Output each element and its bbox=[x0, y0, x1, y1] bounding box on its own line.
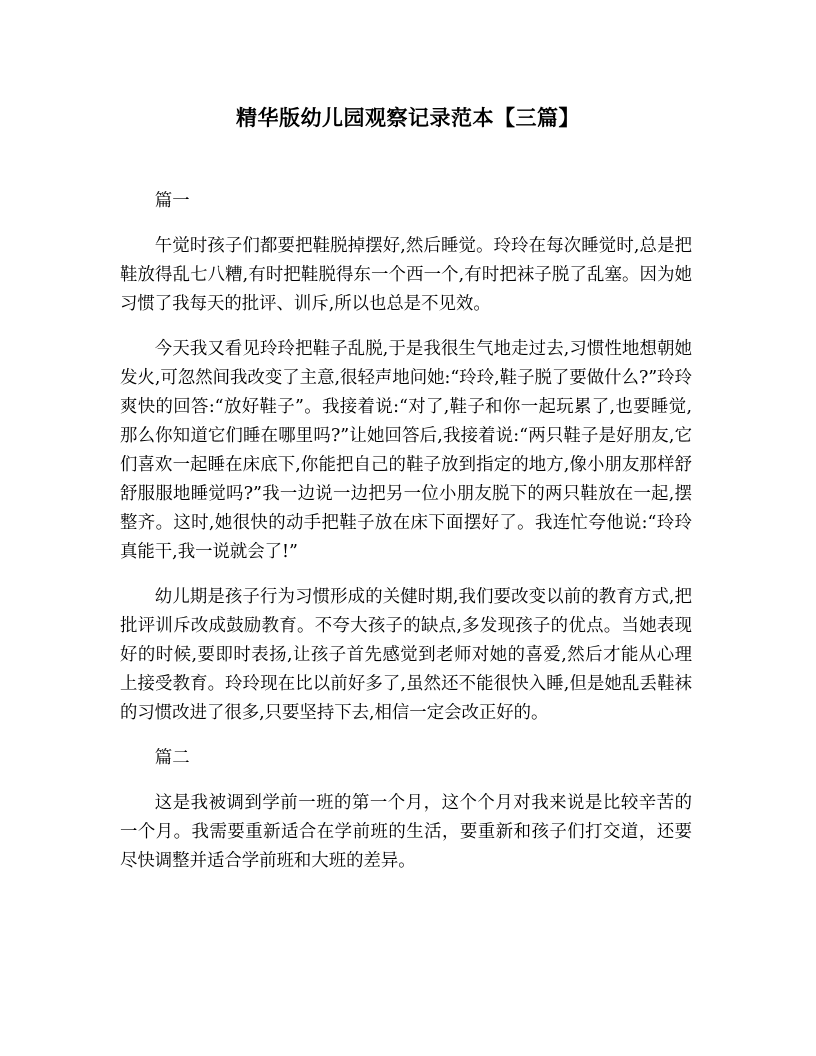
section-heading: 篇二 bbox=[154, 748, 190, 768]
document-title: 精华版幼儿园观察记录范本【三篇】 bbox=[236, 106, 580, 130]
document-body bbox=[120, 187, 692, 892]
section-one bbox=[120, 187, 692, 728]
paragraph: 午觉时孩子们都要把鞋脱掉摆好,然后睡觉。玲玲在每次睡觉时,总是把鞋放得乱七八糟,有时把鞋脱得东一个西一个,有时把袜子脱了乱塞。因为她习惯了我每天的批评、训斥,所以也总是不见效。 bbox=[120, 236, 692, 314]
paragraph: 这是我被调到学前一班的第一个月，这个个月对我来说是比较辛苦的一个月。我需要重新适合在学前班的生活，要重新和孩子们打交道，还要尽快调整并适合学前班和大班的差异。 bbox=[120, 793, 692, 871]
paragraph: 幼儿期是孩子行为习惯形成的关健时期,我们要改变以前的教育方式,把批评训斥改成鼓励教育。不夸大孩子的缺点,多发现孩子的优点。当她表现好的时候,要即时表扬,让孩子首先感觉到老师对她的喜爱,然后才能从心理上接受教育。玲玲现在比以前好多了,虽然还不能很快入睡,但是她乱丢鞋袜的习惯改进了很多,只要坚持下去,相信一定会改正好的。 bbox=[120, 587, 692, 723]
section-two bbox=[120, 744, 692, 876]
section-heading: 篇一 bbox=[154, 191, 190, 211]
paragraph: 今天我又看见玲玲把鞋子乱脱,于是我很生气地走过去,习惯性地想朝她发火,可忽然间我改变了主意,很轻声地问她:“玲玲,鞋子脱了要做什么?”玲玲爽快的回答:“放好鞋子”。我接着说:“对了,鞋子和你一起玩累了,也要睡觉,那么你知道它们睡在哪里吗?”让她回答后,我接着说:“两只鞋子是好朋友,它们喜欢一起睡在床底下,你能把自己的鞋子放到指定的地方,像小朋友那样舒舒服服地睡觉吗?”我一边说一边把另一位小朋友脱下的两只鞋放在一起,摆整齐。这时,她很快的动手把鞋子放在床下面摆好了。我连忙夸他说:“玲玲真能干,我一说就会了!” bbox=[120, 339, 692, 562]
